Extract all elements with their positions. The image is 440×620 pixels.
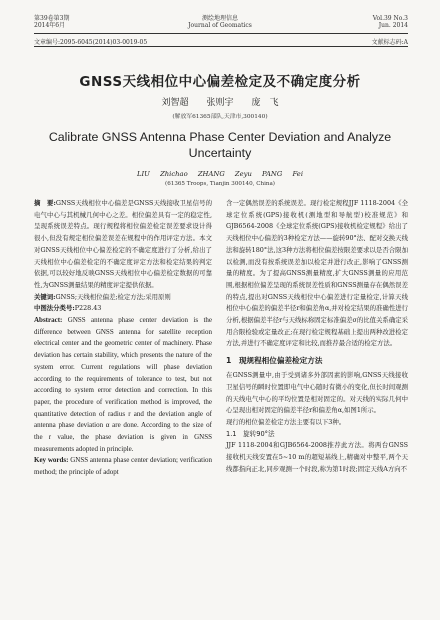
abstract-en [34, 315, 212, 455]
clc-value: P228.43 [74, 304, 102, 313]
issue-date-en: Jun. 2014 [378, 22, 408, 29]
title-en-line1: Calibrate GNSS Antenna Phase Center Deviation and Analyze [48, 130, 392, 144]
journal-name-en: Journal of Geomatics [188, 22, 252, 29]
affiliation-en: (61365 Troops, Tianjin 300140, China) [165, 181, 275, 187]
article-title-en [40, 129, 400, 161]
keywords-en [34, 455, 212, 478]
header-divider [34, 33, 408, 34]
clc-number [34, 303, 212, 315]
clc-label: 中图法分类号: [34, 304, 75, 313]
journal-name-cn: 测绘地理信息 [201, 15, 238, 22]
title-en-line2: Uncertainty [188, 146, 252, 160]
authors-en: LIU Zhichao ZHANG Zeyu PANG Fei [136, 170, 303, 178]
journal-name [150, 15, 290, 29]
volume-issue-en: Vol.39 No.3 [372, 15, 408, 22]
document-code: 文献标志码:A [371, 39, 408, 46]
body-paragraph-1: 含一定偶然误差的系统误差。现行检定规程JJF 1118-2004《全球定位系统(GPS)接收机(测地型和导航型)校准规范》和GJB6564-2008《全球定位系统(GPS)接收机检定规程》给出了天线相位中心偏差的3种检定方法——旋转90°法、配对交换天线法和旋转180°法,这3种方法将相位偏差按限差要求以是否合限加以检测,而没有按系统误差加以检定并进行改正,影响了GNSS测量的精度。为了提高GNSS测量精度,扩大GNSS测量的应用范围,根据相位偏差呈现的系统误差性质和GNSS测量存在偶然误差的特点,提出对GNSS天线相位中心偏差进行定量检定,计算天线相位中心偏差的偏差半径r和偏差角α,并对检定结果的准确性进行分析,根据偏差半径r与天线标称固定标准偏差σ的比值关系确定采用合限检验或定量改正;在现行检定规程基础上提出两种改进检定方法,并进行不确定度评定和比较,而推荐最合适的检定方法。 [226, 199, 408, 348]
keywords-en-label: Key words: [34, 456, 69, 465]
authors-cn: 刘智超 张则宇 庞 飞 [161, 98, 279, 108]
section-heading-1: 1 现规程相位偏差检定方法 [226, 356, 323, 366]
abstract-en-label: Abstract: [34, 316, 63, 325]
abstract-cn [34, 198, 212, 292]
keywords-cn [34, 292, 212, 304]
right-column [226, 198, 408, 475]
article-id: 文章编号:2095-6045(2014)03-0019-05 [34, 39, 148, 46]
issue-date: 2014年6月 [34, 22, 66, 29]
abstract-en-text: GNSS antenna phase center deviation is the difference between GNSS antenna for satellite reception electrical center and the geometric center of machinery. Phase deviation has certain stability, which presents the nature of the system error. Current regulations will phase deviation according to the requirements of tolerance to test, but not according to system error detection and correction. In this paper, the procedure of verification method is improved, the quantitative detection of radius r and the deviation angle of antenna phase deviation α are done. According to the size of the r value, the phase deviation is given in GNSS measurements adopted in principle. [34, 316, 213, 453]
body-paragraph-3: 现行的相位偏差检定方法主要有以下3种。 [226, 417, 346, 426]
subsection-heading-1-1: 1.1 旋转90°法 [226, 429, 275, 438]
meta-divider [34, 46, 408, 47]
left-column [34, 198, 212, 479]
journal-volume-info-en [300, 15, 408, 29]
body-paragraph-2: 在GNSS测量中,由于受到诸多外部因素的影响,GNSS天线接收卫星信号的瞬时位置即电气中心随时有微小的变化,但长时间观测的天线电气中心的平均位置是相对固定的。对天线的实际几何中心呈现出相对固定的偏差半径r和偏差角α,如图1所示。 [226, 371, 408, 415]
journal-volume-info [34, 15, 144, 29]
keywords-en-text: GNSS antenna phase center deviation; verification method; the principle of adopt [34, 456, 213, 477]
keywords-cn-label: 关键词: [34, 292, 56, 301]
keywords-cn-text: GNSS;天线相位偏差;检定方法;采用原则 [55, 292, 171, 301]
abstract-cn-text: GNSS天线相位中心偏差是GNSS天线接收卫星信号的电气中心与其机械几何中心之差。相位偏差具有一定的稳定性,呈现系统误差特点。现行规程将相位偏差检定误差要求设计得很小,但没有规定相位偏差误差在规程中的作用评定方法。本文对GNSS天线相位中心偏差检定的不确定度进行了分析,给出了天线相位中心偏差检定的不确定度评定方法和检定结果的判定依据,可以较好地反映GNSS天线相位中心偏差检定数据的可靠性,为GNSS测量结果的精度评定提供依据。 [34, 199, 212, 289]
article-title-cn: GNSS天线相位中心偏差检定及不确定度分析 [79, 74, 361, 90]
body-paragraph-4: JJF 1118-2004和GJB6564-2008推荐此方法。将两台GNSS接收机天线安置在5~10 m的超短基线上,精确对中整平,两个天线都指向正北,同步观测一个时段,称为第1时段;固定天线A方向不 [226, 441, 408, 473]
affiliation-cn: (解放军61365部队,天津市,300140) [172, 114, 268, 120]
abstract-cn-label: 摘 要: [34, 199, 56, 207]
volume-issue: 第39卷第3期 [34, 15, 70, 22]
